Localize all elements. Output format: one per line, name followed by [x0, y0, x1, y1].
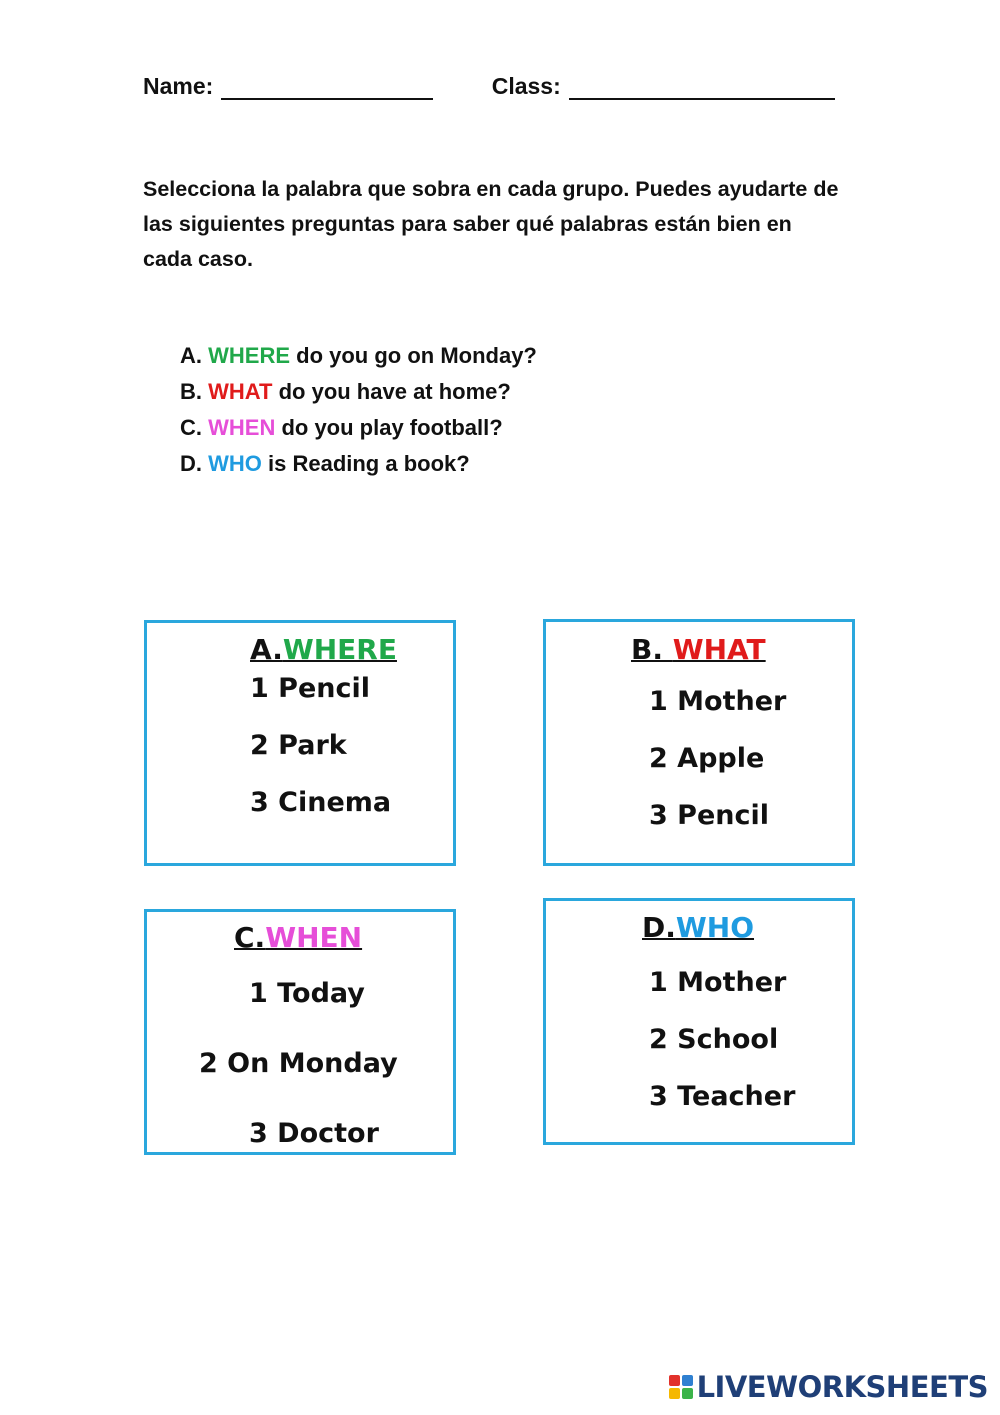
word-option[interactable]: 3 Pencil	[649, 800, 770, 831]
group-keyword: WHERE	[282, 633, 397, 666]
class-label: Class:	[491, 73, 561, 99]
group-box-who	[543, 898, 855, 1145]
name-input-line[interactable]	[221, 72, 433, 100]
logo-square	[682, 1375, 693, 1386]
question-letter: B.	[180, 379, 202, 404]
liveworksheets-logo	[669, 1367, 988, 1407]
name-field	[143, 72, 433, 100]
word-option[interactable]: 1 Mother	[649, 967, 787, 998]
logo-square	[669, 1388, 680, 1399]
question-text: is Reading a book?	[261, 451, 470, 476]
word-option[interactable]: 2 Park	[250, 730, 347, 761]
class-field	[492, 72, 835, 100]
question-text: do you go on Monday?	[290, 343, 537, 368]
group-letter: A.	[250, 633, 283, 666]
word-option[interactable]: 2 School	[649, 1024, 779, 1055]
logo-square	[669, 1375, 680, 1386]
question-text: do you play football?	[275, 415, 503, 440]
word-option[interactable]: 1 Pencil	[250, 673, 371, 704]
logo-square	[682, 1388, 693, 1399]
group-box-what	[543, 619, 855, 866]
name-label: Name:	[143, 73, 214, 99]
group-letter: C.	[234, 921, 266, 954]
question-keyword: WHERE	[208, 343, 291, 368]
instructions: Selecciona la palabra que sobra en cada grupo. Puedes ayudarte de las siguientes preguntas para saber qué palabras están bien en cada caso.	[143, 177, 839, 271]
question-keyword: WHEN	[208, 415, 276, 440]
group-title	[642, 911, 754, 944]
question-b	[180, 374, 780, 410]
question-keyword: WHAT	[208, 379, 273, 404]
group-keyword: WHO	[675, 911, 755, 944]
question-c	[180, 410, 780, 446]
question-letter: D.	[180, 451, 202, 476]
word-option[interactable]: 3 Doctor	[249, 1118, 379, 1149]
group-box-when	[144, 909, 456, 1155]
question-letter: A.	[180, 343, 202, 368]
liveworksheets-logo-icon	[669, 1375, 693, 1399]
group-letter: B.	[631, 633, 673, 666]
group-keyword: WHEN	[265, 921, 363, 954]
question-letter: C.	[180, 415, 202, 440]
word-option[interactable]: 3 Teacher	[649, 1081, 796, 1112]
question-list	[180, 338, 780, 482]
word-option[interactable]: 2 On Monday	[199, 1048, 398, 1079]
question-d	[180, 446, 780, 482]
word-option[interactable]: 1 Mother	[649, 686, 787, 717]
logo-text: LIVEWORKSHEETS	[696, 1370, 988, 1404]
group-letter: D.	[642, 911, 676, 944]
student-info-header	[143, 72, 863, 100]
group-title	[250, 633, 397, 666]
group-title	[234, 921, 362, 954]
question-a	[180, 338, 780, 374]
word-option[interactable]: 2 Apple	[649, 743, 765, 774]
group-box-where	[144, 620, 456, 866]
group-keyword: WHAT	[672, 633, 766, 666]
class-input-line[interactable]	[569, 72, 835, 100]
question-text: do you have at home?	[272, 379, 511, 404]
group-title	[631, 633, 766, 666]
word-option[interactable]: 1 Today	[249, 978, 365, 1009]
question-keyword: WHO	[208, 451, 262, 476]
word-option[interactable]: 3 Cinema	[250, 787, 392, 818]
